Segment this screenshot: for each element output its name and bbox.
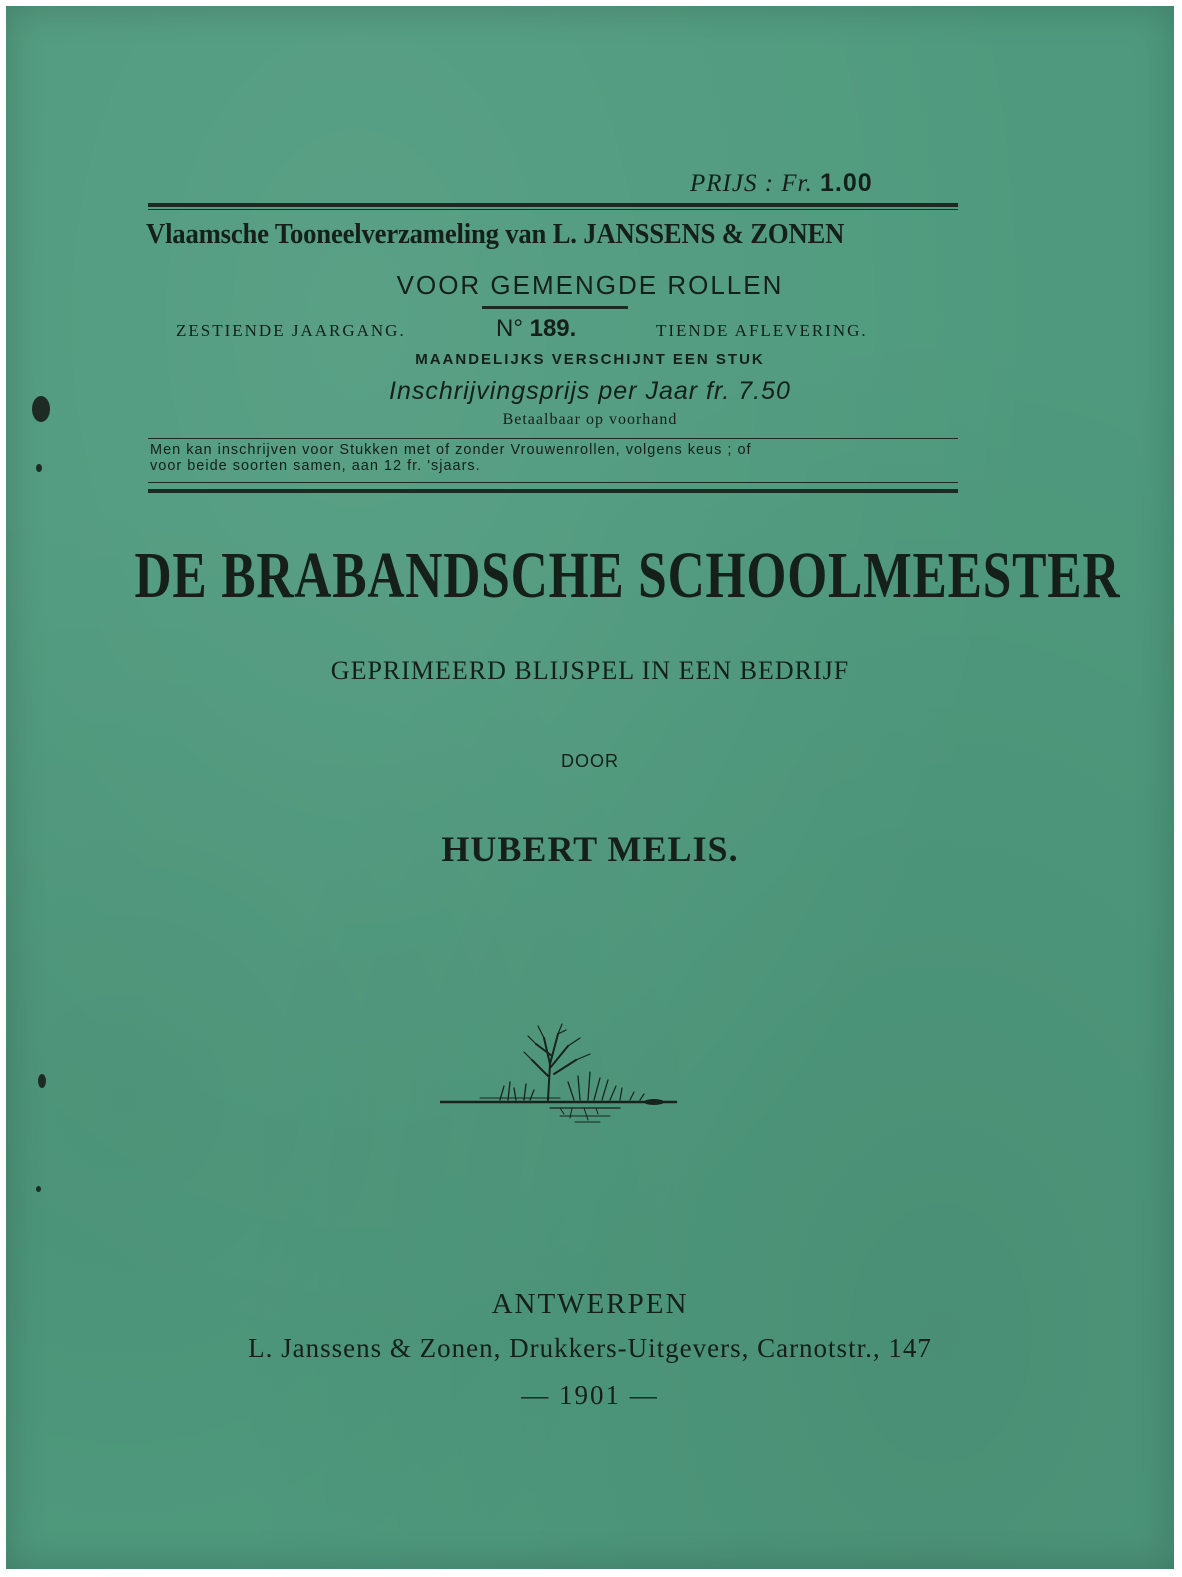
imprint-city: ANTWERPEN [491,1288,689,1320]
landscape-vignette-icon [440,1016,680,1136]
top-rule [148,203,958,207]
imprint-year: — 1901 — [521,1380,659,1410]
price [690,169,873,198]
bottom-rule-thin [148,482,958,483]
top-rule-thin [148,209,958,210]
aflevering: TIENDE AFLEVERING. [656,321,868,340]
note-rule [148,438,958,439]
jaargang: ZESTIENDE JAARGANG. [176,321,406,340]
series-subtitle: VOOR GEMENGDE ROLLEN [396,270,784,300]
price-amount: 1.00 [820,169,873,197]
issue-number-prefix: N° [496,315,523,342]
payable-note: Betaalbaar op voorhand [502,411,678,428]
play-subtitle: GEPRIMEERD BLIJSPEL IN EEN BEDRIJF [330,656,850,685]
price-label: PRIJS : Fr. [690,170,813,197]
book-cover [6,6,1174,1569]
subscription-price: Inschrijvingsprijs per Jaar fr. 7.50 [389,377,791,405]
issue-number-value: 189. [529,315,577,342]
issue-number [496,315,576,343]
series-name: Vlaamsche Tooneelverzameling van L. JANSSENS & ZONEN [146,218,845,250]
note-line-2: voor beide soorten samen, aan 12 fr. 'sjaars. [150,458,481,474]
by-line: DOOR [561,751,619,771]
subscription-note [150,442,965,474]
stain-mark [36,464,42,472]
note-line-1: Men kan inschrijven voor Stukken met of zonder Vrouwenrollen, volgens keus ; of [150,442,752,458]
stain-mark [32,396,50,422]
bottom-rule [148,489,958,493]
stain-mark [36,1186,41,1192]
monthly-note: MAANDELIJKS VERSCHIJNT EEN STUK [415,351,765,368]
imprint-publisher: L. Janssens & Zonen, Drukkers-Uitgevers, Carnotstr., 147 [248,1333,932,1363]
author: HUBERT MELIS. [441,829,739,869]
play-title: DE BRABANDSCHE SCHOOLMEESTER [134,539,1121,612]
stain-mark [38,1074,46,1088]
short-rule [482,306,628,309]
